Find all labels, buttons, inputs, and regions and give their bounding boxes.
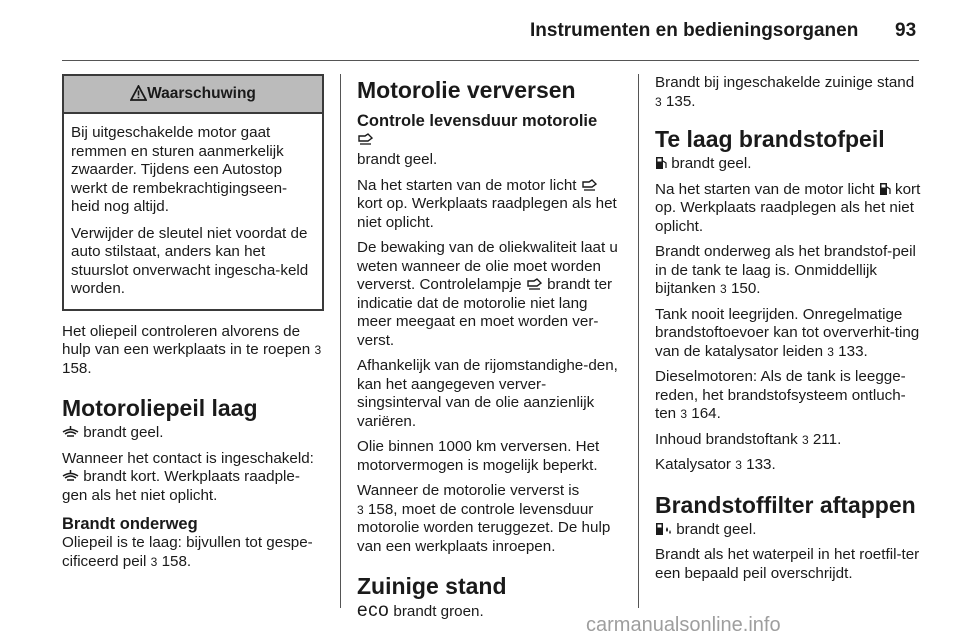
page-ref[interactable]: 150. <box>730 280 761 297</box>
warning-text-1: Bij uitgeschakelde motor gaat remmen en sturen aanmerkelijk zwaarder. Tijdens een Autostop werkt de rembekrachtigingseen-heid nog altijd. <box>71 124 288 215</box>
eco-status: eco brandt groen. <box>357 600 484 621</box>
page-ref[interactable]: 133. <box>746 456 776 473</box>
header-divider <box>62 60 919 61</box>
oil-reset-paragraph: Wanneer de motorolie ververst is 3 158, moet de controle levensduur motorolie worden teruggezet. De hulp van een werkplaats inroepen. <box>357 482 611 555</box>
catalyst-paragraph: Katalysator 3 133. <box>655 456 776 473</box>
column-divider <box>638 74 639 608</box>
warning-title: Waarschuwing <box>147 85 256 102</box>
fuel-filter-paragraph: Brandt als het waterpeil in het roetfil-ter een bepaald peil overschrijdt. <box>655 546 920 582</box>
page-ref[interactable]: 164. <box>691 405 721 422</box>
page-ref-icon: 3 <box>735 458 742 472</box>
section-heading-zuinige-stand: Zuinige stand <box>357 573 507 599</box>
page-ref-icon: 3 <box>314 343 322 357</box>
page-ref-icon: 3 <box>720 282 727 296</box>
oil-level-ignition-paragraph: Wanneer het contact is ingeschakeld: brandt kort. Werkplaats raadple-gen als het niet oplicht. <box>62 449 314 504</box>
column-middle <box>357 74 622 629</box>
page-ref-icon: 3 <box>357 502 364 517</box>
fuel-low-paragraph: Brandt onderweg als het brandstof-peil in de tank te laag is. Onmiddellijk bijtanken 3 150. <box>655 243 916 297</box>
section-heading-verversen: Motorolie verversen <box>357 77 576 103</box>
column-left <box>62 74 324 578</box>
oil-change-icon <box>526 277 543 291</box>
warning-header <box>64 76 322 114</box>
diesel-paragraph: Dieselmotoren: Als de tank is leegge-reden, het brandstofsysteem ontluch-ten 3 164. <box>655 368 906 422</box>
warning-box <box>62 74 324 311</box>
oil-change-icon <box>581 178 598 192</box>
oil-refill-paragraph: Oliepeil is te laag: bijvullen tot gespe-cificeerd peil 3 158. <box>62 534 313 570</box>
page-ref[interactable]: 135. <box>665 92 696 110</box>
subheading-controle-levensduur: Controle levensduur motorolie <box>357 112 598 130</box>
eco-mode-paragraph: Brandt bij ingeschakelde zuinige stand 3 135. <box>655 74 915 110</box>
page-ref[interactable]: 158, <box>367 500 398 518</box>
driving-conditions-paragraph: Afhankelijk van de rijomstandighe-den, kan het aangegeven verver-singsinterval van de olie aanzienlijk variëren. <box>357 357 618 430</box>
page-ref[interactable]: 158. <box>161 552 192 570</box>
fuel-empty-paragraph: Tank nooit leegrijden. Onregelmatige brandstoftoevoer kan tot oververhit-ting van de katalysator leiden 3 133. <box>655 305 920 360</box>
fuel-filter-water-icon <box>655 522 672 536</box>
page-ref-icon: 3 <box>680 407 688 421</box>
page-ref-icon: 3 <box>150 554 158 569</box>
page-ref[interactable]: 211. <box>812 430 842 448</box>
fuel-start-paragraph: Na het starten van de motor licht kort op. Werkplaats raadplegen als het niet oplicht. <box>655 180 921 235</box>
page-ref-icon: 3 <box>801 432 809 447</box>
page-ref-icon: 3 <box>827 344 834 359</box>
oil-change-start-paragraph: Na het starten van de motor licht kort op. Werkplaats raadplegen als het niet oplicht. <box>357 176 617 231</box>
page-number: 93 <box>895 20 917 41</box>
section-heading-motoroliepeil: Motoroliepeil laag <box>62 395 258 421</box>
page-ref-icon: 3 <box>655 94 662 109</box>
subheading-brandt-onderweg: Brandt onderweg <box>62 515 198 533</box>
fuel-pump-icon <box>655 156 667 170</box>
page-header-title: Instrumenten en bedieningsorganen <box>530 20 859 41</box>
fuel-pump-icon <box>879 182 891 196</box>
oil-change-status: brandt geel. <box>357 151 438 168</box>
page-ref[interactable]: 158. <box>62 359 92 377</box>
tank-capacity-paragraph: Inhoud brandstoftank 3 211. <box>655 430 842 448</box>
watermark: carmanualsonline.info <box>586 614 781 636</box>
column-divider <box>340 74 341 608</box>
oil-level-warning-icon <box>62 425 79 439</box>
warning-text-2: Verwijder de sleutel niet voordat de auto stilstaat, anders kan het stuurslot onverwacht ingescha-keld worden. <box>71 224 309 297</box>
oil-level-warning-icon <box>62 469 79 483</box>
oil-level-status: brandt geel. <box>62 424 324 443</box>
oil-quality-paragraph: De bewaking van de oliekwaliteit laat u weten wanneer de olie moet worden ververst. Controlelampje brandt ter indicatie dat de motorolie niet lang meer meegaat en moet worden ver-verst. <box>357 239 618 349</box>
section-heading-brandstoffilter: Brandstoffilter aftappen <box>655 491 916 518</box>
oil-change-icon <box>357 131 622 151</box>
column-right <box>655 74 921 590</box>
oil-check-paragraph: Het oliepeil controleren alvorens de hulp van een werkplaats in te roepen 3 158. <box>62 322 322 377</box>
fuel-level-status: brandt geel. <box>655 155 921 174</box>
fuel-filter-status: brandt geel. <box>655 521 921 540</box>
eco-icon: eco <box>357 600 390 621</box>
warning-triangle-icon <box>130 79 147 115</box>
page-ref[interactable]: 133. <box>838 342 868 360</box>
section-heading-brandstofpeil: Te laag brandstofpeil <box>655 126 885 152</box>
oil-1000km-paragraph: Olie binnen 1000 km verversen. Het motorvermogen is mogelijk beperkt. <box>357 438 600 474</box>
